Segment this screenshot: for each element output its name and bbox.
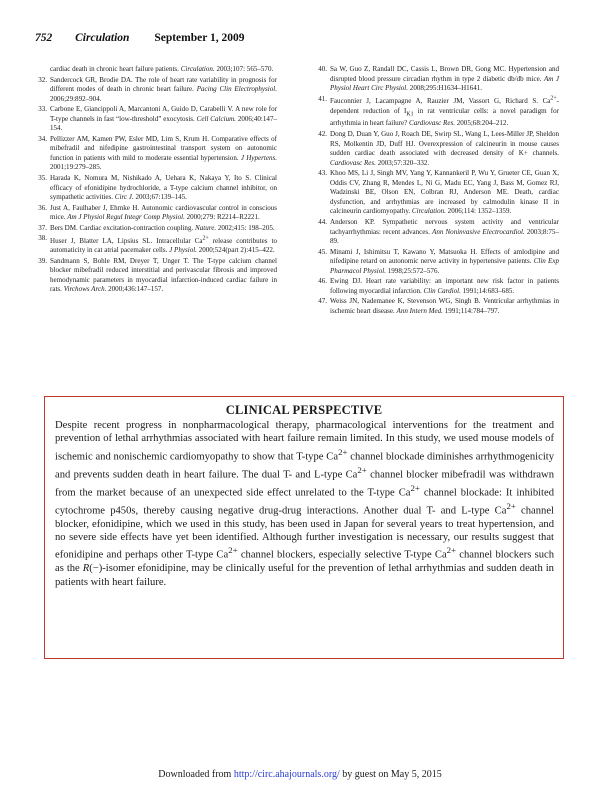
reference-number: 46. xyxy=(318,277,327,286)
reference-text: Bers DM. Cardiac excitation-contraction coupling. Nature. 2002;415: 198–205. xyxy=(50,223,275,232)
footer-prefix: Downloaded from xyxy=(158,769,234,780)
reference-number: 38. xyxy=(38,234,47,243)
references-right-column xyxy=(315,65,559,317)
reference-item xyxy=(35,234,277,255)
reference-item xyxy=(315,218,559,247)
reference-number: 35. xyxy=(38,174,47,183)
reference-text: Harada K, Nomura M, Nishikado A, Uehara K, Nakaya Y, Ito S. Clinical efficacy of efonidipine hydrochloride, a T-type calcium channel inhibitor, on sympathetic activities. Circ J. 2003;67:139–145. xyxy=(50,174,277,202)
reference-item xyxy=(35,65,277,75)
reference-number: 47. xyxy=(318,297,327,306)
download-footer xyxy=(0,769,600,780)
reference-text: Pellizzer AM, Kamen PW, Esler MD, Lim S, Krum H. Comparative effects of mibefradil and nifedipine gastrointestinal transport system on autonomic function in patients with mild to moderate essential hypertension. J Hypertens. 2001;19:279–285. xyxy=(50,134,277,172)
reference-number: 36. xyxy=(38,203,47,212)
reference-item xyxy=(315,65,559,94)
reference-text: Just A, Faulhaber J, Ehmke H. Autonomic cardiovascular control in conscious mice. Am J Physiol Regul Integr Comp Physiol. 2000;279: R2214–R2221. xyxy=(50,203,277,222)
reference-number: 32. xyxy=(38,75,47,84)
reference-number: 34. xyxy=(38,134,47,143)
clinical-perspective-title: CLINICAL PERSPECTIVE xyxy=(225,403,383,417)
references-left-column xyxy=(35,65,277,296)
reference-text: Carbone E, Giancippoli A, Marcantoni A, Guido D, Carabelli V. A new role for T-type channels in fast “low-threshold” exocytosis. Cell Calcium. 2006;40:147–154. xyxy=(50,105,277,133)
clinical-perspective-text: Despite recent progress in nonpharmacological therapy, pharmacological interventions for the treatment and prevention of lethal arrhythmias associated with heart failure remain limited. In this study, we used mouse models of ischemic and nonischemic cardiomyopathy to show that T-type $Ca^{2+}$ channel blockade diminishes arrhythmogenicity and prevents sudden death in heart failure. The dual T- and L-type $Ca^{2+}$ channel blocker mibefradil was withdrawn from the market because of an unexpected side effect unrelated to the T-type $Ca^{2+}$ channel blockade: It inhibited cytochrome p450s, thereby causing negative drug-drug interactions. Another dual T- and L-type $Ca^{2+}$ channel blocker, efonidipine, which we used in this study, has been used in Japan for several years to treat hypertension, and no severe side effects have yet been identified. Although further investigation is necessary, our results suggest that efonidipine and perhaps other T-type $Ca^{2+}$ channel blockers, especially selective T-type $Ca^{2+}$ channel blockers such as the R(−)-isomer efonidipine, may be clinically useful for the prevention of lethal arrhythmias and sudden death in patients with heart failure. xyxy=(55,420,555,588)
reference-item xyxy=(315,169,559,217)
reference-item xyxy=(315,297,559,316)
reference-text: Fauconnier J, Lacampagne A, Rauzier JM, Vassort G, Richard S. $Ca^{2+}$-dependent reduction of $I_{K1}$ in rat ventricular cells: a novel paradigm for arrhythmia in heart failure? Cardiovasc Res. 2005;68:204–212. xyxy=(330,95,560,128)
journal-name: Circulation xyxy=(75,32,130,44)
reference-item xyxy=(35,76,277,105)
reference-text: Weiss JN, Nademanee K, Stevenson WG, Singh B. Ventricular arrhythmias in ischemic heart disease. Ann Intern Med. 1991;114:784–797. xyxy=(330,297,559,315)
reference-text: Sa W, Guo Z, Randall DC, Cassis L, Brown DR, Gong MC. Hypertension and disrupted blood pressure circadian rhythm in type 2 diabetic db/db mice. Am J Physiol Heart Circ Physiol. 2008;295:H1634–H1641. xyxy=(330,65,559,93)
reference-text: cardiac death in chronic heart failure patients. Circulation. 2003;107: 565–570. xyxy=(50,65,274,73)
clinical-perspective-box xyxy=(44,396,564,659)
reference-item xyxy=(35,135,277,173)
reference-item xyxy=(315,248,559,277)
reference-item xyxy=(315,95,559,129)
reference-item xyxy=(315,277,559,296)
reference-number: 39. xyxy=(38,256,47,265)
reference-item xyxy=(35,224,277,234)
reference-text: Sandmann S, Bohle RM, Dreyer T, Unger T. The T-type calcium channel blocker mibefradil reduced interstitial and perivascular fibrosis and improved hemodynamic parameters in myocardial infarction-induced cardiac failure in rats. Virchows Arch. 2000;436:147–157. xyxy=(50,256,277,294)
reference-number: 37. xyxy=(38,223,47,232)
reference-text: Sandercock GR, Brodie DA. The role of heart rate variability in prognosis for different modes of death in chronic heart failure. Pacing Clin Electrophysiol. 2006;29:892–904. xyxy=(50,75,277,103)
reference-item xyxy=(35,257,277,295)
reference-number: 33. xyxy=(38,105,47,114)
reference-item xyxy=(35,174,277,203)
reference-number: 41. xyxy=(318,94,327,103)
reference-text: Dong D, Duan Y, Guo J, Roach DE, Swirp SL, Wang L, Lees-Miller JP, Sheldon RS, Molkentin JD, Duff HJ. Overexpression of calcineurin in mouse causes sudden cardiac death associated with decreased density of K+ channels. Cardiovasc Res. 2003;57:320–332. xyxy=(330,130,559,167)
reference-item xyxy=(35,105,277,134)
page-number: 752 xyxy=(35,32,53,44)
reference-text: Minami J, Ishimitsu T, Kawano Y, Matsuoka H. Effects of amlodipine and nifedipine retard on autonomic nerve activity in hypertensive patients. Clin Exp Pharmacol Physiol. 1998;25:572–576. xyxy=(330,247,559,275)
reference-text: Khoo MS, Li J, Singh MV, Yang Y, Kannankeril P, Wu Y, Grueter CE, Guan X, Oddis CV, Zhang R, Mendes L, Ni G, Madu EC, Yang J, Bass M, Gomez RJ, Wadzinski BE, Olson EN, Colbran RJ, Anderson ME. Death, cardiac dysfunction, and arrhythmias are increased by calmodulin kinase II in calcineurin cardiomyopathy. Circulation. 2006;114: 1352–1359. xyxy=(330,169,559,216)
reference-item xyxy=(35,204,277,223)
reference-text: Ewing DJ. Heart rate variability: an important new risk factor in patients following myocardial infarction. Clin Cardiol. 1991;14:683–685. xyxy=(330,277,559,295)
journal-link[interactable]: http://circ.ahajournals.org/ xyxy=(233,769,340,780)
reference-number: 43. xyxy=(318,169,327,178)
reference-text: Huser J, Blatter LA, Lipsius SL. Intracellular $Ca^{2+}$ release contributes to automaticity in cat atrial pacemaker cells. J Physiol. 2000;524(part 2):415–422. xyxy=(50,235,277,255)
issue-date: September 1, 2009 xyxy=(154,32,245,44)
reference-item xyxy=(315,130,559,168)
reference-number: 40. xyxy=(318,65,327,73)
reference-number: 45. xyxy=(318,247,327,256)
running-header xyxy=(35,32,245,44)
reference-text: Anderson KP. Sympathetic nervous system activity and ventricular tachyarrhythmias: recent advances. Ann Noninvasive Electrocardiol. 2003;8:75–89. xyxy=(330,217,559,246)
footer-suffix: by guest on May 5, 2015 xyxy=(339,769,442,780)
reference-number: 44. xyxy=(318,217,327,226)
reference-number: 42. xyxy=(318,130,327,139)
